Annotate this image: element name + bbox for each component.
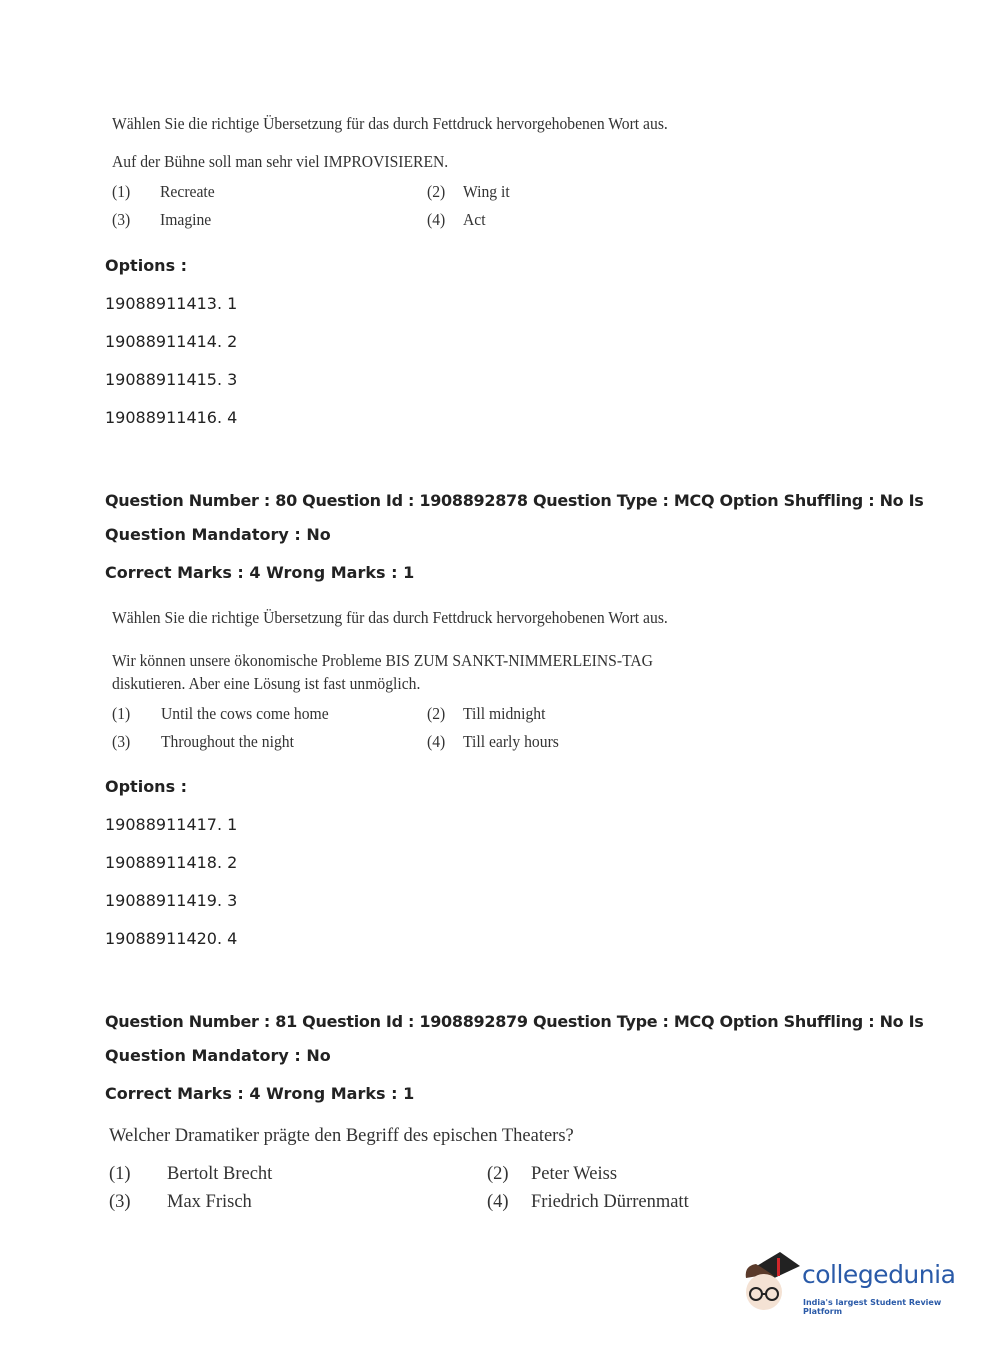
question-marks: Correct Marks : 4 Wrong Marks : 1: [105, 1084, 415, 1103]
choice-number: (3): [109, 1192, 131, 1212]
question-sentence: Auf der Bühne soll man sehr viel IMPROVISIEREN.: [112, 152, 449, 171]
choice-text: Recreate: [160, 182, 215, 201]
choice-number: (2): [487, 1164, 509, 1184]
choice-text: Max Frisch: [167, 1192, 252, 1212]
options-label: Options :: [105, 777, 188, 796]
choice-number: (1): [112, 182, 131, 201]
option-item: 19088911418. 2: [105, 853, 238, 872]
choice-text: Until the cows come home: [161, 704, 329, 723]
choice-number: (1): [112, 704, 131, 723]
choice-number: (2): [427, 704, 446, 723]
choice-number: (2): [427, 182, 446, 201]
question-header: Question Number : 80 Question Id : 1908892878 Question Type : MCQ Option Shuffling : No Is: [105, 491, 924, 510]
choice-number: (3): [112, 210, 131, 229]
question-sentence: Wir können unsere ökonomische Probleme BIS ZUM SANKT-NIMMERLEINS-TAG: [112, 651, 653, 670]
option-item: 19088911420. 4: [105, 929, 238, 948]
option-item: 19088911414. 2: [105, 332, 238, 351]
choice-text: Act: [463, 210, 486, 229]
choice-text: Bertolt Brecht: [167, 1164, 273, 1184]
question-instruction: Wählen Sie die richtige Übersetzung für das durch Fettdruck hervorgehobenen Wort aus.: [112, 114, 668, 133]
choice-number: (4): [427, 732, 446, 751]
question-mandatory: Question Mandatory : No: [105, 1046, 331, 1065]
option-item: 19088911413. 1: [105, 294, 238, 313]
choice-number: (4): [427, 210, 446, 229]
choice-text: Friedrich Dürrenmatt: [531, 1192, 689, 1212]
option-item: 19088911415. 3: [105, 370, 238, 389]
choice-text: Peter Weiss: [531, 1164, 618, 1184]
question-header: Question Number : 81 Question Id : 1908892879 Question Type : MCQ Option Shuffling : No Is: [105, 1012, 924, 1031]
choice-number: (3): [112, 732, 131, 751]
collegedunia-logo: [740, 1248, 970, 1323]
options-label: Options :: [105, 256, 188, 275]
choice-text: Imagine: [160, 210, 212, 229]
choice-number: (1): [109, 1164, 131, 1184]
option-item: 19088911419. 3: [105, 891, 238, 910]
choice-number: (4): [487, 1192, 509, 1212]
choice-text: Throughout the night: [161, 732, 294, 751]
option-item: 19088911416. 4: [105, 408, 238, 427]
choice-text: Till midnight: [463, 704, 546, 723]
question-marks: Correct Marks : 4 Wrong Marks : 1: [105, 563, 415, 582]
question-text: Welcher Dramatiker prägte den Begriff des epischen Theaters?: [109, 1126, 574, 1146]
mascot-icon: [740, 1248, 802, 1320]
option-item: 19088911417. 1: [105, 815, 238, 834]
logo-wordmark: collegedunia: [802, 1260, 956, 1289]
logo-tagline: India's largest Student Review Platform: [803, 1298, 942, 1316]
question-instruction: Wählen Sie die richtige Übersetzung für das durch Fettdruck hervorgehobenen Wort aus.: [112, 608, 668, 627]
choice-text: Wing it: [463, 182, 510, 201]
question-mandatory: Question Mandatory : No: [105, 525, 331, 544]
choice-text: Till early hours: [463, 732, 559, 751]
question-sentence: diskutieren. Aber eine Lösung ist fast unmöglich.: [112, 674, 421, 693]
